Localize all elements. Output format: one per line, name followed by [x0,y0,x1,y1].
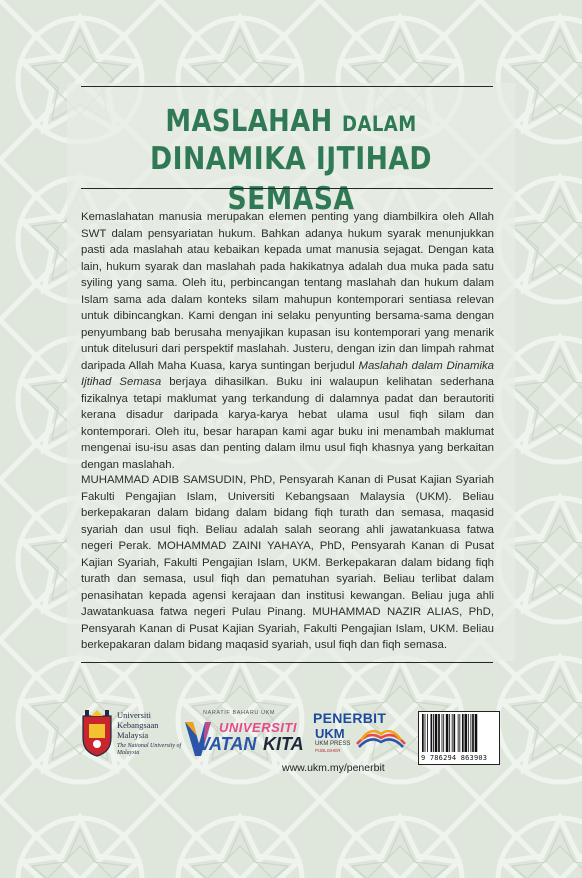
barcode-bar [422,714,424,752]
barcode-bar [425,714,426,752]
wk-kita: KITA [263,734,304,754]
barcode-bar [446,714,449,752]
synopsis-text-a: Kemaslahatan manusia merupakan elemen penting yang diambilkira oleh Allah SWT dalam pensyariatan hukum. Bahkan adanya hukum syarak menunjukkan pasti ada maslahah atau kebaikan kepada umat manusia sejagat. Dengan kata lain, hukum syarak dan maslahah pada hakikatnya adalah dua muka pada satu syiling yang sama. Oleh itu, perbincangan tentang maslahah dan hukum dalam Islam sama ada dalam konteks silam mahupun kontemporari sentiasa relevan untuk dibincangkan. Kami dengan ini selaku penyunting bersama-sama dengan penyumbang bab berusaha menyajikan kupasan isu kontemporari yang menarik untuk ditelusuri dari perspektif maslahah. Justeru, dengan izin dan limpah rahmat daripada Allah Maha Kuasa, karya suntingan berjudul [81,211,494,372]
synopsis-book-title: Maslahah dalam Dinamika Ijtihad Semasa [81,359,495,388]
barcode-bar [465,714,468,752]
author-bio-paragraph: MUHAMMAD ADIB SAMSUDIN, PhD, Pensyarah Kanan di Pusat Kajian Syariah Fakulti Pengajian Islam, Universiti Kebangsaan Malaysia (UKM). Beliau berkepakaran dalam bidang dalam bidang fiqh turath dan semasa, maqasid syariah dan usul fiqh. Beliau adalah salah seorang ahli jawatankuasa fatwa negeri Perak. MOHAMMAD ZAINI YAHAYA, PhD, Pensyarah Kanan di Pusat Kajian Syariah, Fakulti Pengajian Islam, UKM. Berkepakaran dalam bidang fiqh turath dan semasa, usul fiqh dan pematuhan syariah. Beliau terlibat dalam penasihatan kepada agensi kerajaan dan institusi kewangan. Beliau juga ahli Jawatankuasa fatwa negeri Pulau Pinang. MUHAMMAD NAZIR ALIAS, PhD, Pensyarah Kanan di Pusat Kajian Syariah, Fakulti Pengajian Islam, UKM. Beliau berkepakaran dalam bidang maqasid syariah, usul fiqh dan fiqh semasa. [81,474,494,651]
barcode-bar [438,714,440,752]
barcode-bar [431,714,433,752]
title-small-word: DALAM [342,112,417,136]
penerbit-ukm-logo [313,710,413,760]
ukm-wordmark [117,710,187,757]
barcode-bar [449,714,450,752]
book-title-line-1 [110,103,471,141]
barcode-bar [470,714,471,752]
universiti-watan-kita-logo [183,708,308,760]
ukm-crest-icon [81,710,113,758]
ukm-subtitle: The National University of Malaysia [117,743,182,756]
barcode-bar [433,714,434,752]
synopsis-paragraph [81,209,494,473]
wk-universiti: UNIVERSITI [219,720,297,735]
title-bottom-rule [81,188,493,189]
publisher-logos [81,708,501,768]
barcode-bar [472,714,474,752]
barcode-bar [459,714,460,752]
barcode-bar [462,714,464,752]
synopsis-text-b: berjaya dihasilkan. Buku ini walaupun kelihatan sederhana fizikalnya tetapi maklumat yang terkandung di dalamnya padat dan berautoriti kerana disadur daripada karya-karya hebat ulama usul fiqh silam dan kontemporari. Oleh itu, besar harapan kami agar buku ini menambah maklumat mengenai isu-isu asas dan penting dalam ilmu usul fiqh khasnya yang berkaitan dengan maslahah. [81,376,494,471]
barcode-bar [442,714,443,752]
barcode-bar [475,714,478,752]
wk-tagline: NARATIF BAHARU UKM [203,710,276,716]
barcode-bar [427,714,428,752]
ukm-line-3: Malaysia [117,730,149,740]
barcode-bar [453,714,455,752]
ukm-logo [81,708,182,764]
wk-watan: WATAN [193,734,257,754]
publisher-website[interactable]: www.ukm.my/penerbit [282,762,385,774]
barcode-bar [443,714,444,752]
barcode-bar [452,714,453,752]
barcode-bar [435,714,438,752]
ukm-press-text: UKM PRESS [315,741,351,747]
top-rule [81,86,493,87]
barcode-bar [458,714,459,752]
barcode-bars [420,714,498,752]
book-pages-icon [355,726,407,748]
barcode-bar [468,714,469,752]
book-title-line-2: DINAMIKA IJTIHAD SEMASA [150,141,432,217]
ukm-line-1: Universiti [117,710,151,720]
penerbit-text: PENERBIT [313,710,387,726]
title-main-word: MASLAHAH [165,104,343,139]
publisher-text: PUBLISHER [315,748,341,753]
isbn-number: 9 786294 863903 [421,754,488,762]
penerbit-ukm-text: UKM [315,726,345,741]
isbn-barcode [418,711,500,765]
bottom-rule [81,662,493,663]
ukm-line-2: Kebangsaan [117,720,159,730]
